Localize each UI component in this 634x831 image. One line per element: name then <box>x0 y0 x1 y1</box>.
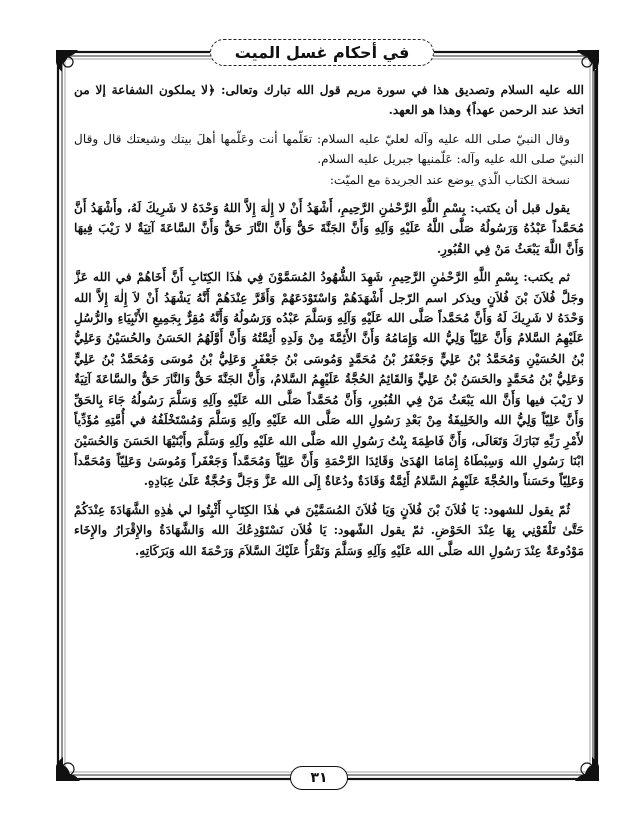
page-title: في أحكام غسل الميت <box>234 43 410 62</box>
paragraph-prophet-saying: وقال النبيّ صلى الله عليه وآله لعليّ عليه السلام: تعَلّمها أنت وعَلّمها أهلَ بيتك وشيعتك قال وقال النبيّ صلى الله عليه وآله: عَلّمنيها جبريل عليه السلام. <box>74 131 584 167</box>
paragraph-witnesses: ثُمّ يقول للشهود: يَا فُلاَنَ بْنَ فُلاَنٍ وَيَا فُلاَنَ المُسَمَّيْنَ في هٰذَا الكِتَابِ أَثْبِتُوا لي هٰذِهِ الشَّهَادَةَ عِنْدَكُمْ حَتَّىٰ تَلْقَوْنِي بِهَا عِنْدَ الحَوْضِ. ثمّ يقول الشّهود: يَا فُلاَن نَسْتَوْدِعُكَ الله وَالشَّهَادَةُ والإِقْرَارُ والإِخَاء مَوْدُوعَةٌ عِنْدَ رَسُولِ الله صَلَّى الله عَلَيْهِ وَآلِهِ وَسَلَّمَ وَنَقْرَأُ عَلَيْكَ السَّلاَمَ وَرَحْمَةَ الله وَبَرَكَاتِهِ. <box>74 502 584 558</box>
paragraph-before-writing: يقول قبل أن يكتب: بِسْمِ اللَّهِ الرَّحْمٰنِ الرَّحِيمِ، أَشْهَدُ أَنْ لا إِلٰهَ إِلاَّ اللهُ وَحْدَهُ لا شَرِيكَ لَهُ، وأَشْهَدُ أَنَّ مُحَمَّداً عَبْدُهُ وَرَسُولُهُ صَلَّى اللَّهُ عَلَيْهِ وَآلِهِ وَأَنَّ الجَنَّةَ حَقٌّ وَأَنَّ النَّارَ حَقٌّ وَأَنَّ السَّاعَةَ آتِيَةٌ لا رَيْبَ فِيهَا وَأَنَّ اللَّهَ يَبْعَثُ مَنْ فِي القُبُورِ. <box>74 201 584 256</box>
quran-quote: ﴿لا يملكون الشفاعة إلا من اتخذ عند الرحمن عهداً﴾ <box>74 83 584 118</box>
chapter-title-cartouche <box>210 39 434 66</box>
paragraph-text: وهذا هو العهد. <box>388 103 466 118</box>
paragraph-copy-heading: نسخة الكتاب الّذي يوضع عند الجريدة مع الميّت: <box>329 172 570 187</box>
page-number-badge <box>290 766 348 790</box>
paragraph-text: الله عليه السلام وتصديق هذا في سورة مريم قول الله تبارك وتعالى: <box>215 83 584 97</box>
paragraph-written-text: ثم يكتب: بِسْمِ اللَّهِ الرَّحْمٰنِ الرَّحِيمِ، شَهِدَ الشُّهُودُ المُسَمَّوْنَ فِي هٰذَا الكِتَابِ أَنَّ أَخَاهُمْ في الله عَزَّ وجَلَّ فُلاَنَ بْنَ فُلاَنٍ ويذكر اسم الرّجل أَشْهَدَهُمْ وَاسْتَوْدَعَهُمْ وَأَقَرَّ عِنْدَهُمْ أَنَّهُ يَشْهَدُ أَنْ لاَ إِلٰهَ إِلاَّ الله وَحْدَهُ لا شَرِيكَ لَهُ وَأَنَّ مُحَمَّداً صَلَّى الله عَلَيْهِ وَآلِهِ وَسَلَّمَ عَبْدُه وَرَسُولُهُ وَأَنَّهُ مُقِرٌّ بِجَمِيعِ الأَنْبِيَاءِ والرُّسُلِ عَلَيْهِمُ السَّلامُ وَأَنَّ عَلِيّاً وَلِيُّ الله وَإِمَامُهُ وَأَنَّ الأَئِمَّةَ مِنْ وَلَدِهِ أَئِمَّتُهُ وَأَنَّ أَوَّلَهُمُ الحَسَنُ والحُسَيْنُ وَعَلِيُّ بْنُ الحُسَيْنِ وَمُحَمَّدُ بْنُ عَلِيٍّ وَجَعْفَرُ بْنُ مُحَمَّدٍ وَمُوسَى بْنُ جَعْفَرٍ وَعَلِيُّ بْنُ مُوسَى وَمُحَمَّدُ بْنُ عَلِيٍّ وَعَلِيُّ بْنُ مُحَمَّدٍ والحَسَنُ بْنُ عَلِيٍّ وَالقَائِمُ الحُجَّةُ عَلَيْهِمُ السَّلامُ، وَأَنَّ الجَنَّةَ حَقٌّ وَالنَّارَ حَقٌّ والسَّاعَةَ آتِيَةٌ لا رَيْبَ فيها وَأَنَّ الله يَبْعَثُ مَنْ فِي القُبُورِ، وَأَنَّ مُحَمَّداً صَلَّى الله عَلَيْهِ وآلِهِ وَسَلَّمَ رَسُولُهُ جَاءَ بِالحَقِّ وَأَنَّ عَلِيّاً وَلِيُّ الله والخَلِيفَةُ مِنْ بَعْدِ رَسُولِ الله صَلَّى الله عَلَيْهِ وآلِهِ وَسَلَّمَ وَمُسْتَخْلَفُهُ في أُمَّتِهِ مُؤَدِّياً لأَمْرِ رَبِّهِ تَبَارَكَ وَتَعَالَى، وَأَنَّ فَاطِمَةَ بِنْتُ رَسُولِ الله صَلَّى الله عَلَيْهِ وآلِهِ وَسَلَّمَ وأَبْنَيْهَا الحَسَنَ وَالحُسَيْنَ ابْنَا رَسُولِ الله وَسِبْطَاهُ إِمَامَا الهُدَىٰ وَقَائِدَا الرَّحْمَةِ وَأَنَّ عَلِيّاً وَمُحَمَّداً وَجَعْفَراً وَمُوسَىٰ وَعَلِيّاً وَمُحَمَّداً وَعَلِيّاً وحَسَناً والحُجَّةَ عَلَيْهِمُ السَّلامُ أَئِمَّةٌ وَقَادَةٌ ودُعَاةٌ إِلَى الله عَزَّ وَجَلَّ وَحُجَّةٌ عَلَىٰ عِبَادِهِ. <box>74 270 584 489</box>
page-number: ٣١ <box>310 770 328 786</box>
page-body <box>74 80 584 760</box>
paragraph-quran-verse <box>74 80 584 121</box>
